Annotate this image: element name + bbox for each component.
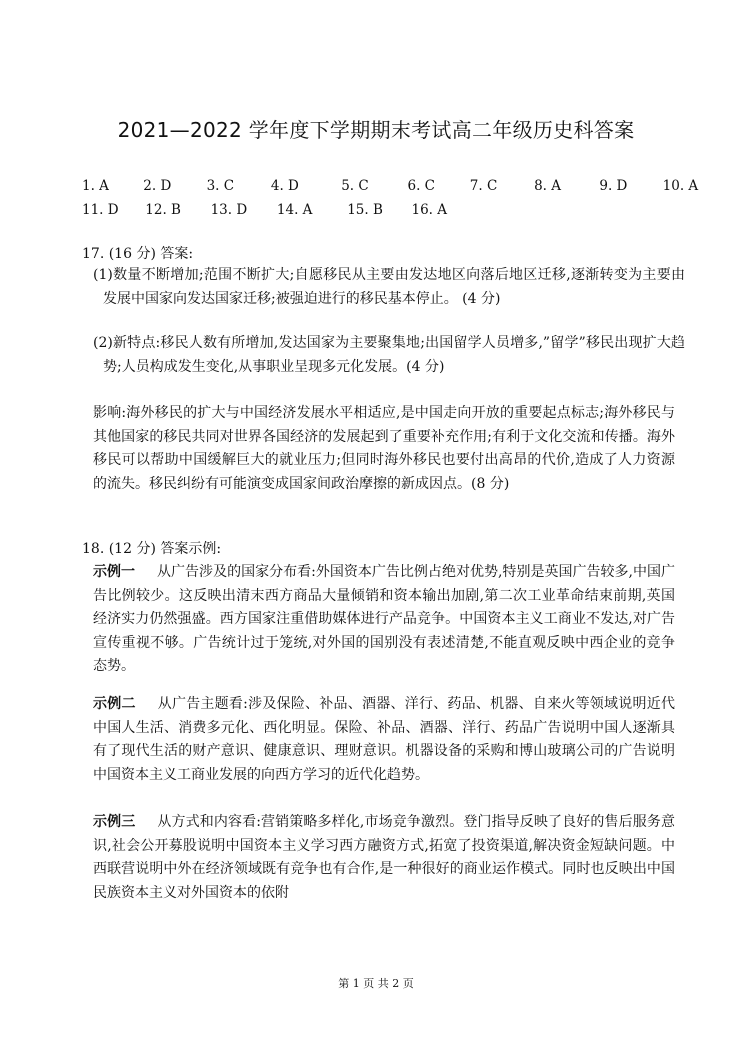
mc-answer: 11. D (82, 202, 119, 218)
example-2-text: 从广告主题看:涉及保险、补品、酒器、洋行、药品、机器、自来火等领域说明近代中国人生活、消费多元化、西化明显。保险、补品、酒器、洋行、药品广告说明中国人逐渐具有了现代生活的财产意识、健康意识、理财意识。机器设备的采购和博山玻璃公司的广告说明中国资本主义工商业发展的向西方学习的近代化趋势。 (93, 696, 676, 783)
example-1-text: 从广告涉及的国家分布看:外国资本广告比例占绝对优势,特别是英国广告较多,中国广告比例较少。这反映出清末西方商品大量倾销和资本输出加剧,第二次工业革命结束前期,英国经济实力仍然强盛。西方国家注重借助媒体进行产品竞争。中国资本主义工商业不发达,对广告宣传重视不够。广告统计过于笼统,对外国的国别没有表述清楚,不能直观反映中西企业的竞争态势。 (93, 564, 675, 674)
question-17-impact: 影响:海外移民的扩大与中国经济发展水平相适应,是中国走向开放的重要起点标志;海外移民与其他国家的移民共同对世界各国经济的发展起到了重要补充作用;有利于文化交流和传播。海外移民可以帮助中国缓解巨大的就业压力;但同时海外移民也要付出高昂的代价,造成了人力资源的流失。移民纠纷有可能演变成国家间政治摩擦的新成因点。(8 分) (93, 405, 675, 492)
mc-answer: 6. C (407, 178, 435, 194)
example-2-label: 示例二 (93, 696, 136, 712)
example-3-label: 示例三 (93, 814, 136, 830)
mc-answer: 13. D (210, 202, 248, 218)
page-footer: 第 1 页 共 2 页 (338, 977, 414, 990)
mc-answer: 2. D (143, 178, 172, 194)
mc-answer: 16. A (411, 202, 447, 218)
mc-answer: 1. A (82, 178, 109, 194)
question-17-heading: 17. (16 分) 答案: (82, 246, 194, 262)
example-1-label: 示例一 (93, 564, 136, 580)
mc-answer: 9. D (599, 178, 628, 194)
example-3 (93, 811, 675, 905)
mc-answers-line-1 (82, 176, 698, 196)
mc-answers-line-2 (82, 200, 447, 220)
mc-answer: 10. A (662, 178, 699, 194)
mc-answer: 12. B (145, 202, 181, 218)
question-17-part-1: (1)数量不断增加;范围不断扩大;自愿移民从主要由发达地区向落后地区迁移,逐渐转变为主要由发展中国家向发达国家迁移;被强迫进行的移民基本停止。 (4 分) (93, 267, 685, 307)
mc-answer: 14. A (276, 202, 313, 218)
mc-answer: 5. C (341, 178, 369, 194)
mc-answer: 3. C (206, 178, 235, 194)
mc-answer: 4. D (270, 178, 299, 194)
example-2 (93, 693, 675, 787)
mc-answer: 15. B (347, 202, 383, 218)
example-3-text: 从方式和内容看:营销策略多样化,市场竞争激烈。登门指导反映了良好的售后服务意识,社会公开募股说明中国资本主义学习西方融资方式,拓宽了投资渠道,解决资金短缺问题。中西联营说明中外在经济领域既有竞争也有合作,是一种很好的商业运作模式。同时也反映出中国民族资本主义对外国资本的依附 (93, 814, 676, 901)
question-17-part-2: (2)新特点:移民人数有所增加,发达国家为主要聚集地;出国留学人员增多,”留学”移民出现扩大趋势;人员构成发生变化,从事职业呈现多元化发展。(4 分) (93, 335, 685, 375)
question-18-heading: 18. (12 分) 答案示例: (82, 541, 222, 557)
mc-answer: 7. C (469, 178, 498, 194)
page-title: 2021—2022 学年度下学期期末考试高二年级历史科答案 (117, 118, 635, 142)
mc-answer: 8. A (534, 178, 561, 194)
example-1 (93, 561, 675, 679)
